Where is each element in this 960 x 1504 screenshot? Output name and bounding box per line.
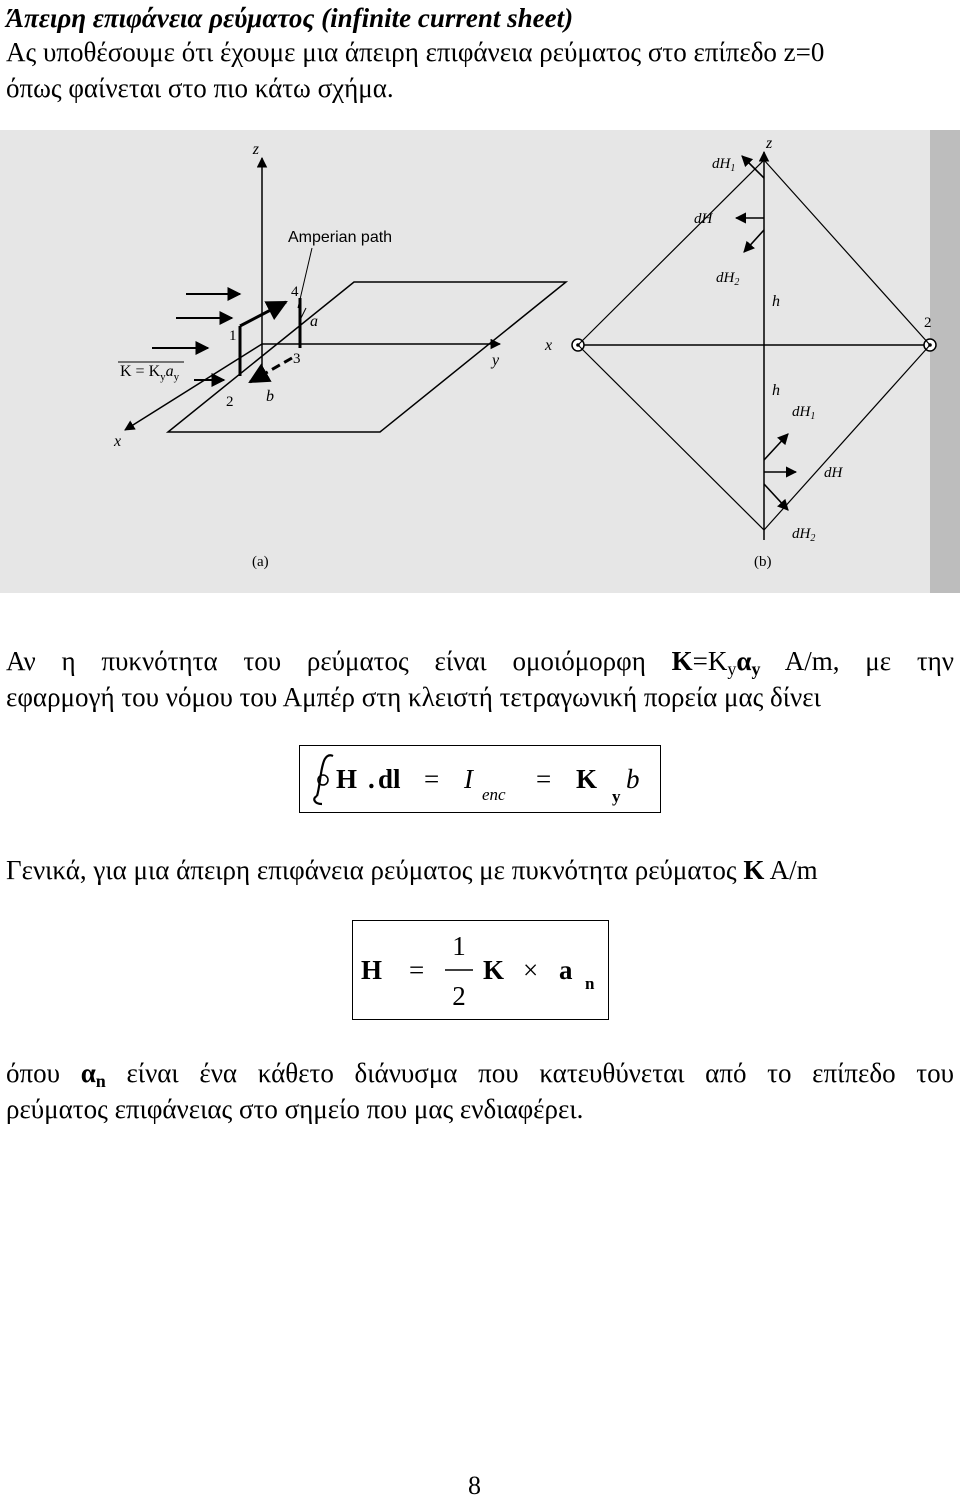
eq1-dot: . bbox=[368, 764, 375, 794]
corner-2-label: 2 bbox=[226, 394, 234, 410]
corner-3-label: 3 bbox=[293, 351, 301, 367]
point-2-label: 2 bbox=[924, 315, 932, 331]
intro-line-2: όπως φαίνεται στο πιο κάτω σχήμα. bbox=[6, 73, 394, 103]
h-top-label: h bbox=[772, 293, 780, 310]
panel-a-label: (a) bbox=[252, 554, 269, 570]
corner-4-label: 4 bbox=[291, 284, 299, 300]
ampere-law-equation-box bbox=[299, 745, 661, 813]
eq1-equals-2: = bbox=[536, 764, 552, 794]
intro-line-1: Ας υποθέσουμε ότι έχουμε μια άπειρη επιφάνεια ρεύματος στο επίπεδο z=0 bbox=[6, 37, 825, 67]
eq1-K: K bbox=[576, 764, 598, 794]
axis-x-label-b: x bbox=[545, 337, 553, 354]
corner-1-label: 1 bbox=[229, 328, 237, 344]
dH-top-label: dH bbox=[694, 211, 713, 227]
dH-bottom-label: dH bbox=[824, 465, 843, 481]
scan-edge-shadow bbox=[930, 130, 960, 593]
side-b-label: b bbox=[266, 388, 274, 405]
eq1-dl: dl bbox=[378, 764, 401, 794]
eq2-denominator: 2 bbox=[452, 981, 466, 1011]
where-line-1: όπου $\alpha_n$ είναι ένα κάθετο διάνυσμα που κατευθύνεται από το επίπεδο του bbox=[6, 1058, 954, 1091]
eq2-cross: × bbox=[523, 955, 539, 985]
sheet-field-equation-box bbox=[352, 920, 609, 1020]
current-sheet-figure bbox=[0, 130, 960, 593]
contour-integral-sign bbox=[314, 755, 333, 804]
page-number: 8 bbox=[468, 1471, 481, 1500]
eq2-a-sub: n bbox=[585, 974, 595, 993]
dH1-bottom-label: $dH_1$ bbox=[792, 404, 816, 422]
eq2-a: a bbox=[559, 955, 573, 985]
eq2-H: H bbox=[361, 955, 383, 985]
ampere-law-equation bbox=[300, 746, 662, 814]
eq2-K: K bbox=[483, 955, 505, 985]
dH2-bottom-label: $dH_2$ bbox=[792, 526, 816, 544]
dH2-top-label: $dH_2$ bbox=[716, 270, 740, 288]
density-line-2: εφαρμογή του νόμου του Αμπέρ στη κλειστή τετραγωνική πορεία μας δίνει bbox=[6, 682, 821, 712]
panel-b-label: (b) bbox=[754, 554, 772, 570]
axis-z-label-b: z bbox=[766, 135, 773, 152]
eq1-equals-1: = bbox=[424, 764, 440, 794]
sheet-current-label: $K = K_ya_y$ bbox=[120, 363, 180, 383]
eq1-H: H bbox=[336, 764, 358, 794]
h-bottom-label: h bbox=[772, 382, 780, 399]
eq1-b: b bbox=[626, 764, 640, 794]
where-line-2: ρεύματος επιφάνειας στο σημείο που μας ενδιαφέρει. bbox=[6, 1094, 584, 1124]
eq1-K-sub: y bbox=[612, 787, 621, 806]
sheet-field-equation bbox=[353, 921, 610, 1021]
section-title: Άπειρη επιφάνεια ρεύματος (infinite current sheet) bbox=[6, 3, 574, 33]
density-line-1: Αν η πυκνότητα του ρεύματος είναι ομοιόμορφη $K=K_y\alpha_y$ A/m, με την bbox=[6, 646, 954, 679]
eq2-equals: = bbox=[409, 955, 425, 985]
axis-y-label-a: y bbox=[492, 352, 500, 369]
amperian-path-label: Amperian path bbox=[288, 229, 393, 246]
eq1-I-sub: enc bbox=[482, 785, 506, 804]
eq1-I: I bbox=[464, 764, 473, 794]
side-a-label: a bbox=[310, 313, 318, 330]
axis-x-label-a: x bbox=[114, 433, 122, 450]
axis-z-label-a: z bbox=[252, 141, 259, 158]
general-line: Γενικά, για μια άπειρη επιφάνεια ρεύματος με πυκνότητα ρεύματος K A/m bbox=[6, 855, 818, 885]
eq2-numerator: 1 bbox=[452, 931, 466, 961]
dH1-top-label: $dH_1$ bbox=[712, 156, 736, 174]
